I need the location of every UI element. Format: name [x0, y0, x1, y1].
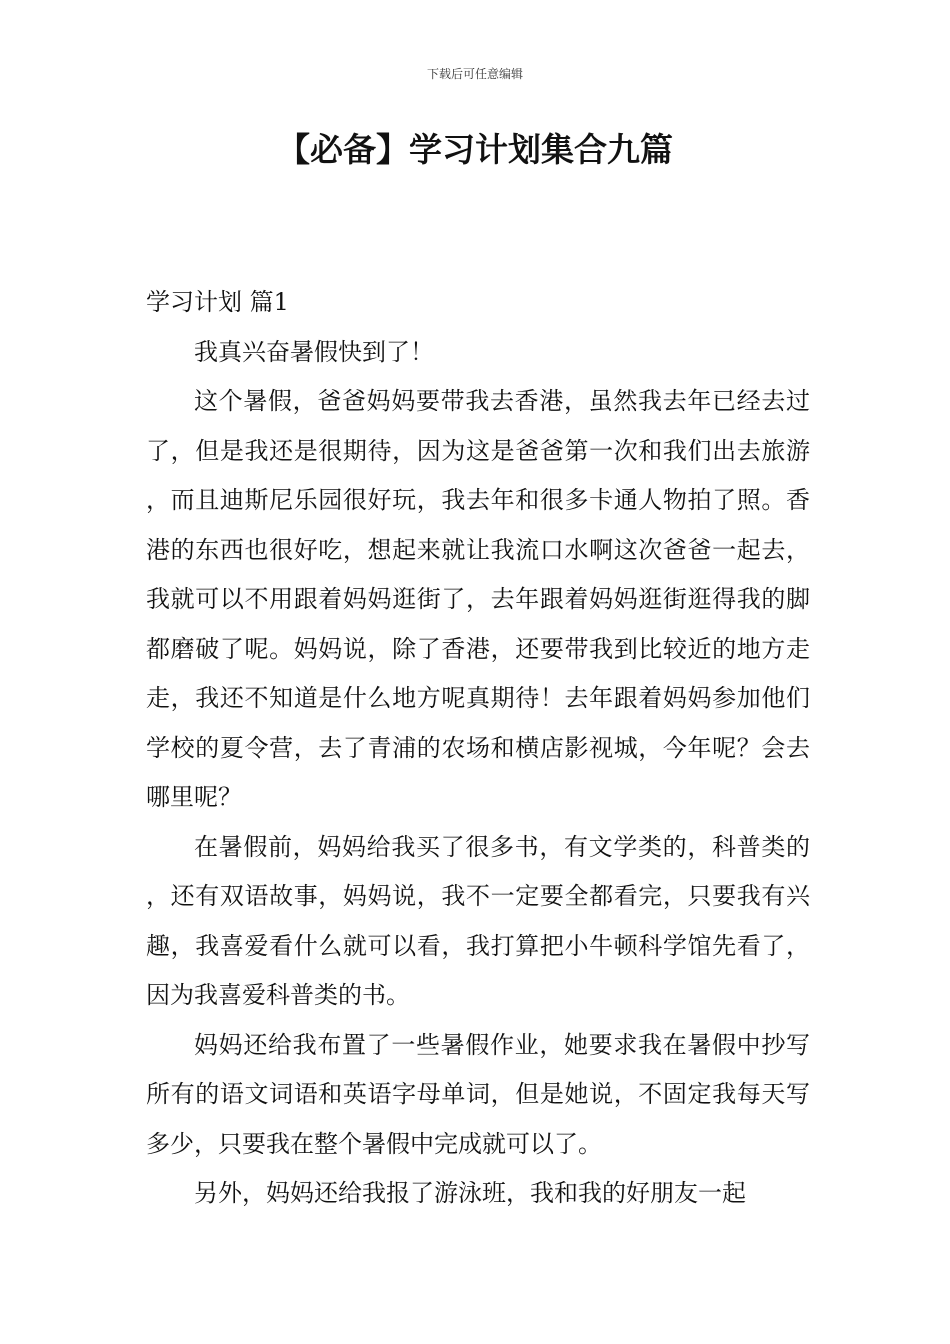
paragraph-5: 另外，妈妈还给我报了游泳班，我和我的好朋友一起	[194, 1179, 746, 1207]
paragraph-1: 我真兴奋暑假快到了！	[194, 337, 434, 366]
document-title: 【必备】学习计划集合九篇	[277, 130, 673, 169]
paragraph-3: 在暑假前，妈妈给我买了很多书，有文学类的，科普类的，还有双语故事，妈妈说，我不一定要全都看完，只要我有兴趣，我喜爱看什么就可以看，我打算把小牛顿科学馆先看了，因为我喜爱科普类的书。	[146, 832, 810, 1009]
document-body	[146, 278, 810, 1219]
paragraph-4: 妈妈还给我布置了一些暑假作业，她要求我在暑假中抄写所有的语文词语和英语字母单词，但是她说，不固定我每天写多少，只要我在整个暑假中完成就可以了。	[146, 1030, 810, 1158]
header-note: 下载后可任意编辑	[426, 67, 523, 81]
paragraph-2: 这个暑假，爸爸妈妈要带我去香港，虽然我去年已经去过了，但是我还是很期待，因为这是爸爸第一次和我们出去旅游，而且迪斯尼乐园很好玩，我去年和很多卡通人物拍了照。香港的东西也很好吃，想起来就让我流口水啊这次爸爸一起去，我就可以不用跟着妈妈逛街了，去年跟着妈妈逛街逛得我的脚都磨破了呢。妈妈说，除了香港，还要带我到比较近的地方走走，我还不知道是什么地方呢真期待！去年跟着妈妈参加他们学校的夏令营，去了青浦的农场和横店影视城，今年呢？会去哪里呢？	[146, 387, 810, 811]
section-heading: 学习计划 篇1	[146, 288, 289, 316]
